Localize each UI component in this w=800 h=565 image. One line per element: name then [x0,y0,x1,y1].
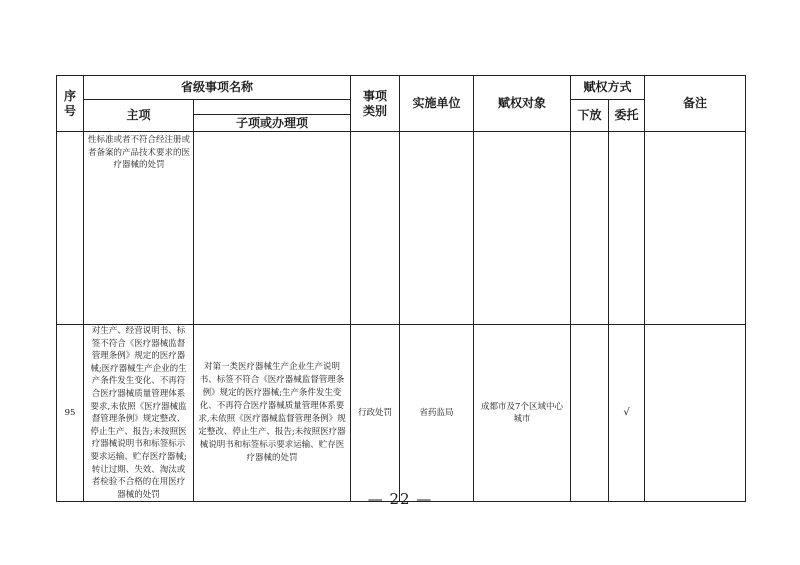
row-grantee [474,132,571,325]
row-category [351,132,400,325]
row-entrust [609,132,645,325]
header-seq-char-1: 序 [63,88,76,103]
row-remarks [645,325,746,502]
header-sub-spacer [194,100,351,115]
page-number: — 22 — [367,490,433,508]
row-main-item: 性标准或者不符合经注册或者备案的产品技术要求的医疗器械的处罚 [84,132,194,325]
row-delegate [571,132,609,325]
header-seq [57,76,84,132]
header-category-line-2: 类别 [363,103,388,118]
header-empower-method: 赋权方式 [571,76,645,100]
row-implementing-unit [400,132,474,325]
header-provincial-name: 省级事项名称 [84,76,351,100]
row-sub-item: 对第一类医疗器械生产企业生产说明书、标签不符合《医疗器械监督管理条例》规定的医疗器械;生产条件发生变化、不再符合医疗器械质量管理体系要求,未依照《医疗器械监督管理条例》规定整改、停止生产、报告;未按照医疗器械说明书和标签标示要求运输、贮存医疗器械的处罚 [194,325,351,502]
row-seq: 95 [57,325,84,502]
table-row [57,325,746,502]
header-seq-char-2: 号 [63,103,76,118]
authorization-table [56,75,746,502]
table-row [57,132,746,325]
row-category: 行政处罚 [351,325,400,502]
row-implementing-unit: 省药监局 [400,325,474,502]
header-category-line-1: 事项 [363,88,388,103]
row-remarks [645,132,746,325]
row-main-item: 对生产、经营说明书、标签不符合《医疗器械监督管理条例》规定的医疗器械;医疗器械生产企业的生产条件发生变化、不再符合医疗器械质量管理体系要求,未依照《医疗器械监督管理条例》规定整改、停止生产、报告;未按照医疗器械说明书和标签标示要求运输、贮存医疗器械;转让过期、失效、淘汰或者检验不合格的在用医疗器械的处罚 [84,325,194,502]
header-sub-item: 子项或办理项 [194,115,351,132]
header-main-item: 主项 [84,100,194,132]
header-entrust: 委托 [609,100,645,132]
header-delegate: 下放 [571,100,609,132]
row-grantee: 成都市及7个区域中心城市 [474,325,571,502]
row-delegate [571,325,609,502]
header-implementing-unit: 实施单位 [400,76,474,132]
row-entrust: √ [609,325,645,502]
header-category [351,76,400,132]
header-remarks: 备注 [645,76,746,132]
row-sub-item [194,132,351,325]
row-seq [57,132,84,325]
header-grantee: 赋权对象 [474,76,571,132]
